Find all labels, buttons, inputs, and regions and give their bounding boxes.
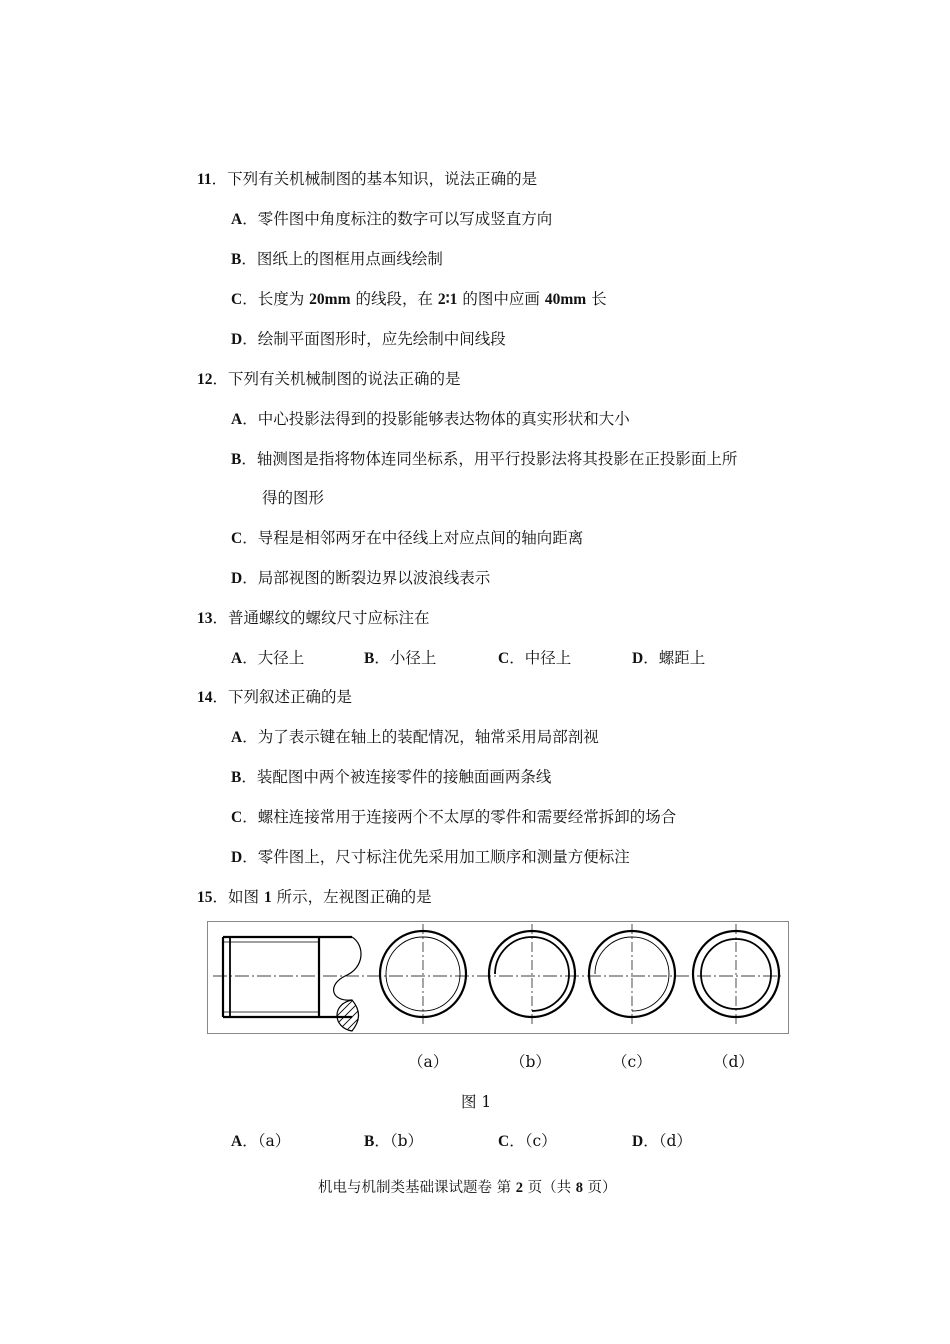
footer-total-pages: 8 (575, 1180, 583, 1196)
option-letter: C (231, 809, 243, 826)
option-text: 大径上 (257, 649, 305, 667)
option-letter: A (231, 211, 243, 228)
option-14-a: A．为了表示键在轴上的装配情况，轴常采用局部剖视 (231, 728, 599, 746)
option-15-c: C．（c） (498, 1132, 557, 1150)
option-letter: B (231, 451, 242, 468)
question-14: 14．下列叙述正确的是 (197, 688, 353, 706)
option-letter: C (498, 1133, 510, 1150)
view-a (380, 924, 466, 1027)
option-letter: C (231, 530, 243, 547)
option-letter: D (632, 650, 644, 667)
option-text: 零件图中角度标注的数字可以写成竖直方向 (257, 210, 553, 228)
option-letter: B (364, 650, 375, 667)
option-text: 长度为 (257, 290, 305, 308)
question-number: 13 (197, 610, 213, 627)
option-letter: D (231, 331, 243, 348)
option-text: （d） (658, 1132, 692, 1150)
question-stem: 下列有关机械制图的基本知识，说法正确的是 (227, 170, 538, 188)
option-12-c: C．导程是相邻两牙在中径线上对应点间的轴向距离 (231, 529, 584, 547)
option-letter: C (498, 650, 510, 667)
question-number: 11 (197, 171, 212, 188)
option-13-d: D．螺距上 (632, 649, 706, 667)
option-11-c: C．长度为 20mm 的线段，在 2∶1 的图中应画 40mm 长 (231, 290, 607, 308)
option-12-b-continuation: 得的图形 (262, 489, 325, 507)
question-number: 15 (197, 889, 213, 906)
question-13: 13．普通螺纹的螺纹尺寸应标注在 (197, 609, 430, 627)
question-stem: 下列有关机械制图的说法正确的是 (228, 370, 461, 388)
option-letter: B (364, 1133, 375, 1150)
view-label-a: （a） (408, 1053, 449, 1071)
option-text: 导程是相邻两牙在中径线上对应点间的轴向距离 (257, 529, 584, 547)
option-text: （c） (524, 1132, 557, 1150)
option-11-b: B．图纸上的图框用点画线绘制 (231, 250, 443, 268)
question-stem: 所示，左视图正确的是 (276, 888, 432, 906)
option-scale-value: 2∶1 (437, 291, 458, 308)
option-13-b: B．小径上 (364, 649, 437, 667)
option-13-a: A．大径上 (231, 649, 305, 667)
option-15-b: B．（b） (364, 1132, 424, 1150)
break-line (334, 937, 361, 1000)
option-letter: D (231, 570, 243, 587)
option-letter: B (231, 769, 242, 786)
option-letter: A (231, 1133, 243, 1150)
option-text: 为了表示键在轴上的装配情况，轴常采用局部剖视 (257, 728, 599, 746)
question-number: 14 (197, 689, 213, 706)
view-label-d: （d） (713, 1053, 754, 1071)
option-text: 的图中应画 (462, 290, 540, 308)
option-length-value: 20mm (309, 291, 351, 308)
option-letter: A (231, 729, 243, 746)
option-text: 轴测图是指将物体连同坐标系，用平行投影法将其投影在正投影面上所 (256, 450, 738, 468)
question-stem: 如图 (228, 888, 260, 906)
question-stem: 普通螺纹的螺纹尺寸应标注在 (228, 609, 430, 627)
option-letter: A (231, 650, 243, 667)
figure-number: 1 (263, 889, 272, 906)
option-length-value: 40mm (544, 291, 587, 308)
option-text: 图纸上的图框用点画线绘制 (256, 250, 443, 268)
option-text: （b） (389, 1132, 424, 1150)
option-text: 长 (591, 290, 607, 308)
option-letter: D (632, 1133, 644, 1150)
figure-1-drawing (207, 921, 789, 1034)
option-15-d: D．（d） (632, 1132, 692, 1150)
option-text: 的线段，在 (355, 290, 433, 308)
option-14-b: B．装配图中两个被连接零件的接触面画两条线 (231, 768, 552, 786)
option-text: 装配图中两个被连接零件的接触面画两条线 (256, 768, 552, 786)
question-12: 12．下列有关机械制图的说法正确的是 (197, 370, 461, 388)
view-c (589, 924, 675, 1027)
footer-title: 机电与机制类基础课试题卷 (318, 1180, 492, 1196)
option-12-d: D．局部视图的断裂边界以波浪线表示 (231, 569, 491, 587)
question-stem: 下列叙述正确的是 (228, 688, 353, 706)
option-text: 小径上 (389, 649, 437, 667)
footer-suffix: 页） (587, 1180, 617, 1196)
view-b (489, 924, 575, 1027)
option-14-d: D．零件图上，尺寸标注优先采用加工顺序和测量方便标注 (231, 848, 630, 866)
option-letter: A (231, 411, 243, 428)
question-11: 11．下列有关机械制图的基本知识，说法正确的是 (197, 170, 538, 188)
option-12-b: B．轴测图是指将物体连同坐标系，用平行投影法将其投影在正投影面上所 (231, 450, 738, 468)
option-11-a: A．零件图中角度标注的数字可以写成竖直方向 (231, 210, 553, 228)
view-d (693, 924, 779, 1027)
question-number: 12 (197, 371, 213, 388)
option-15-a: A．（a） (231, 1132, 291, 1150)
footer-middle: 页（共 (527, 1180, 572, 1196)
option-text: 局部视图的断裂边界以波浪线表示 (257, 569, 491, 587)
footer-page-number: 2 (515, 1180, 523, 1196)
option-14-c: C．螺柱连接常用于连接两个不太厚的零件和需要经常拆卸的场合 (231, 808, 677, 826)
option-letter: C (231, 291, 243, 308)
option-text: 中径上 (524, 649, 572, 667)
option-11-d: D．绘制平面图形时，应先绘制中间线段 (231, 330, 506, 348)
view-label-b: （b） (510, 1053, 551, 1071)
option-text: 螺柱连接常用于连接两个不太厚的零件和需要经常拆卸的场合 (257, 808, 677, 826)
footer-prefix: 第 (496, 1180, 512, 1196)
page-footer (318, 1178, 617, 1198)
option-text: 绘制平面图形时，应先绘制中间线段 (257, 330, 506, 348)
view-label-c: （c） (612, 1053, 652, 1071)
main-view (213, 937, 781, 1034)
option-12-a: A．中心投影法得到的投影能够表达物体的真实形状和大小 (231, 410, 630, 428)
figure-caption: 图 1 (461, 1093, 492, 1111)
option-text: （a） (257, 1132, 291, 1150)
option-text: 螺距上 (658, 649, 706, 667)
option-text: 中心投影法得到的投影能够表达物体的真实形状和大小 (257, 410, 630, 428)
option-text: 零件图上，尺寸标注优先采用加工顺序和测量方便标注 (257, 848, 630, 866)
question-15: 15．如图 1 所示，左视图正确的是 (197, 888, 432, 906)
option-letter: D (231, 849, 243, 866)
option-13-c: C．中径上 (498, 649, 572, 667)
option-letter: B (231, 251, 242, 268)
